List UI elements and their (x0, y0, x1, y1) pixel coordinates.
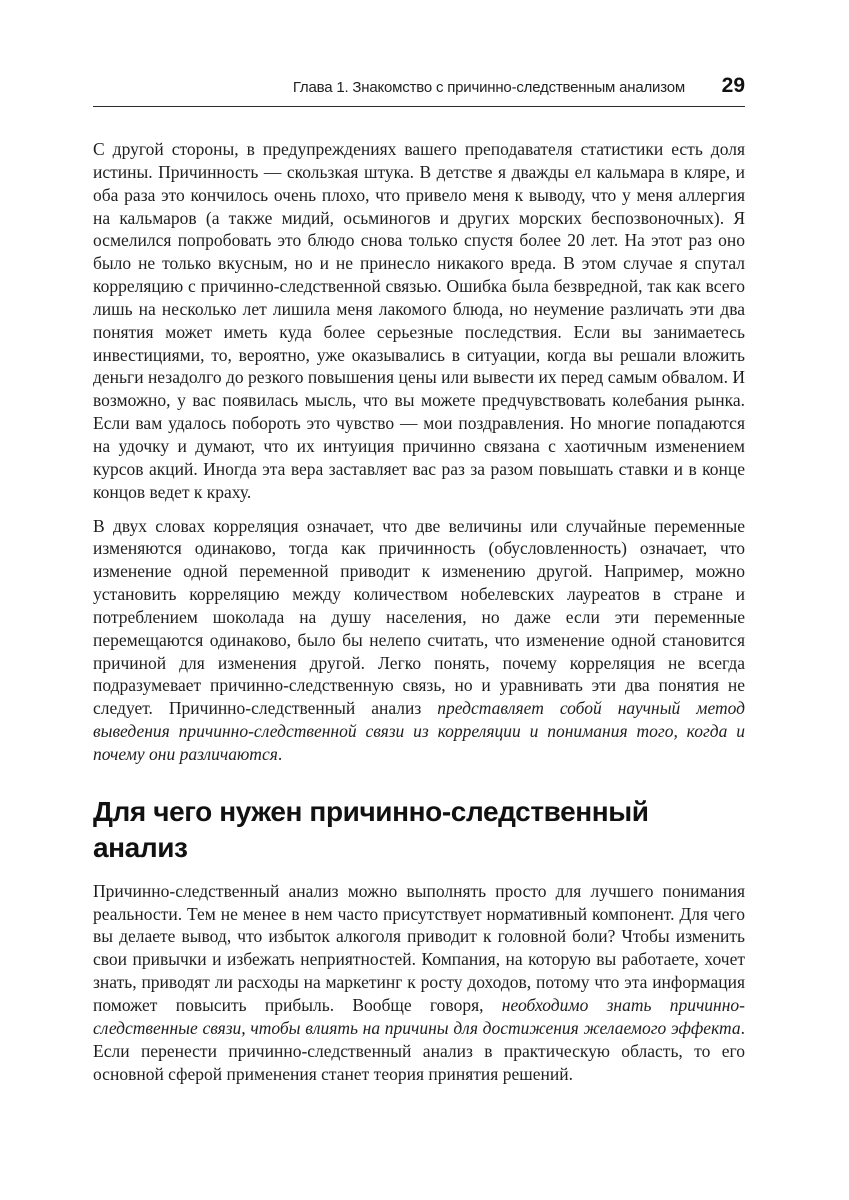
paragraph-2-end: . (277, 743, 283, 764)
paragraph-2 (93, 515, 745, 766)
section-heading: Для чего нужен причинно-следственный анализ (93, 795, 649, 863)
page-number: 29 (721, 74, 745, 97)
page-body (93, 138, 745, 1096)
paragraph-2-text: В двух словах корреляция означает, что две величины или случайные переменные изменяются одинаково, тогда как причинность (обусловленность) означает, что изменение одной переменной приводит к изменению другой. Например, можно установить корреляцию между количеством нобелевских лауреатов в стране и потреблением шоколада на душу населения, но даже если эти переменные перемещаются одинаково, было бы нелепо считать, что изменение одной становится причиной для изменения другой. Легко понять, почему корреляция не всегда подразумевает причинно-следственную связь, но и уравнивать эти два понятия не следует. Причинно-следственный анализ (93, 515, 745, 719)
page-header (93, 72, 745, 107)
section-paragraph-text: Причинно-следственный анализ можно выполнять просто для лучшего понимания реальности. Тем не менее в нем часто присутствует нормативный компонент. Для чего вы делаете вывод, что избыток алкоголя приводит к головной боли? Чтобы изменить свои привычки и избежать неприятностей. Компания, на которую вы работаете, хочет знать, приводят ли расходы на маркетинг к росту доходов, потому что эта информация поможет повысить прибыль. Вообще говоря, (93, 880, 745, 1015)
paragraph-1 (93, 138, 745, 504)
section-paragraph (93, 880, 745, 1086)
running-head: Глава 1. Знакомство с причинно-следственным анализом (292, 79, 685, 96)
paragraph-2-emphasis: представляет собой научный метод выведения причинно-следственной связи из корреляции и понимания того, когда и почему они различаются (93, 698, 745, 764)
section-paragraph-emphasis: необходимо знать причинно-следственные связи, чтобы влиять на причины для достижения желаемого эффекта (93, 995, 745, 1038)
paragraph-1-text: С другой стороны, в предупреждениях вашего преподавателя статистики есть доля истины. Причинность — скользкая штука. В детстве я дважды ел кальмара в кляре, и оба раза это кончилось очень плохо, что привело меня к выводу, что у меня аллергия на кальмаров (а также мидий, осьминогов и других морских беспозвоночных). Я осмелился попробовать это блюдо снова только спустя более 20 лет. На этот раз оно было не только вкусным, но и не принесло никакого вреда. В этом случае я спутал корреляцию с причинно-следственной связью. Ошибка была безвредной, так как всего лишь на несколько лет лишила меня лакомого блюда, но неумение различать эти два понятия может иметь куда более серьезные последствия. Если вы занимаетесь инвестициями, то, вероятно, уже оказывались в ситуации, когда вы решали вложить деньги незадолго до резкого повышения цены или вывести их перед самым обвалом. И возможно, у вас появилась мысль, что вы можете предчувствовать колебания рынка. Если вам удалось побороть это чувство — мои поздравления. Но многие попадаются на удочку и думают, что их интуиция причинно связана с хаотичным изменением курсов акций. Иногда эта вера заставляет вас раз за разом повышать ставки и в конце концов ведет к краху. (93, 139, 745, 502)
section-paragraph-end: . Если перенести причинно-следственный анализ в практическую область, то его основной сферой применения станет теория принятия решений. (93, 1017, 745, 1084)
